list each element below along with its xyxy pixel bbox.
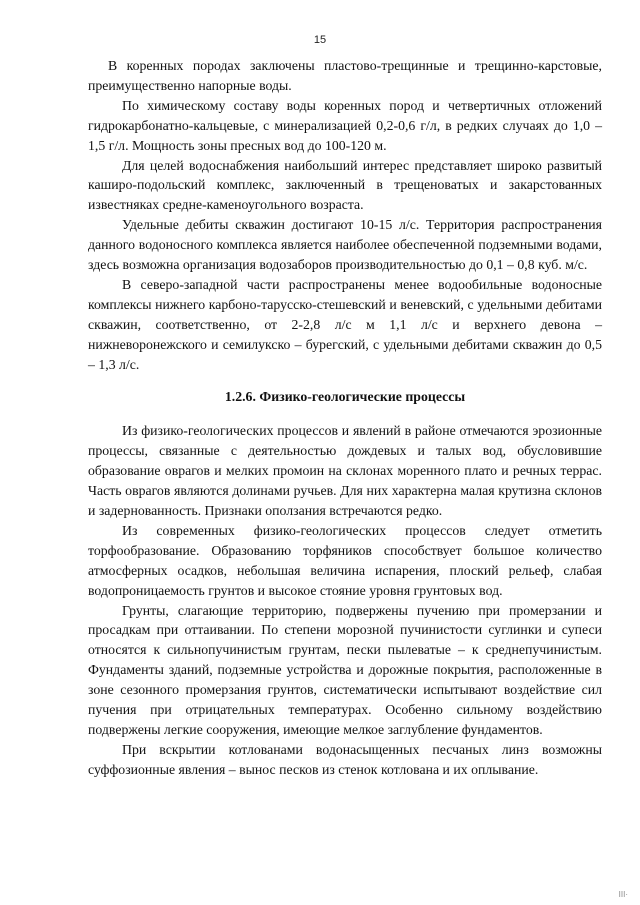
document-body xyxy=(88,56,602,780)
paragraph-frost-heave: Грунты, слагающие территорию, подвержены пучению при промерзании и просадкам при оттаивании. По степени морозной пучинистости суглинки и супеси относятся к сильнопучинистым грунтам, пески пылеватые – к среднепучинистым. Фундаменты зданий, подземные устройства и дорожные покрытия, расположенные в зоне сезонного промерзания грунтов, систематически испытывают воздействие сил пучения при отрицательных температурах. Особенно сильному воздействию подвержены легкие сооружения, имеющие мелкое заглубление фундаментов. xyxy=(88,602,602,737)
corner-scan-mark: ΙΙΙ· xyxy=(618,890,628,899)
paragraph-peat-formation: Из современных физико-геологических процессов следует отметить торфообразование. Образованию торфяников способствует большое количество атмосферных осадков, небольшая величина испарения, плоский рельеф, слабая водопроницаемость грунтов и высокое стояние уровня грунтовых вод. xyxy=(88,522,602,598)
paragraph-suffosion: При вскрытии котлованами водонасыщенных песчаных линз возможны суффозионные явления – вынос песков из стенок котлована и их оплывание. xyxy=(88,741,602,777)
paragraph-water-supply: Для целей водоснабжения наибольший интерес представляет широко развитый каширо-подольский комплекс, заключенный в трещеноватых и закарстованных известняках средне-каменоугольного возраста. xyxy=(88,157,602,213)
page-number: 15 xyxy=(313,34,327,46)
paragraph-water-chemistry: По химическому составу воды коренных пород и четвертичных отложений гидрокарбонатно-кальцевые, с минерализацией 0,2-0,6 г/л, в редких случаях до 1,0 – 1,5 г/л. Мощность зоны пресных вод до 100-120 м. xyxy=(88,97,602,153)
section-heading: 1.2.6. Физико-геологические процессы xyxy=(224,388,466,404)
paragraph-northwest-aquifers: В северо-западной части распространены менее водообильные водоносные комплексы нижнего карбоно-тарусско-стешевский и веневский, с удельными дебитами скважин, соответственно, от 2-2,8 л/с м 1,1 л/с и верхнего девона – нижневоронежского и семилукско – бурегский, с удельными дебитами скважин до 0,5 – 1,3 л/с. xyxy=(88,276,602,372)
paragraph-erosion: Из физико-геологических процессов и явлений в районе отмечаются эрозионные процессы, связанные с деятельностью дождевых и талых вод, обусловившие образование оврагов и мелких промоин на склонах моренного плато и речных террас. Часть оврагов являются долинами ручьев. Для них характерна малая крутизна склонов и задернованность. Признаки оползания встречаются редко. xyxy=(88,423,602,519)
paragraph-well-yields: Удельные дебиты скважин достигают 10-15 л/с. Территория распространения данного водоносного комплекса является наиболее обеспеченной подземными водами, здесь возможна организация водозаборов производительностью до 0,1 – 0,8 куб. м/с. xyxy=(88,217,602,273)
paragraph-bedrock-waters: В коренных породах заключены пластово-трещинные и трещинно-карстовые, преимущественно напорные воды. xyxy=(88,58,602,93)
